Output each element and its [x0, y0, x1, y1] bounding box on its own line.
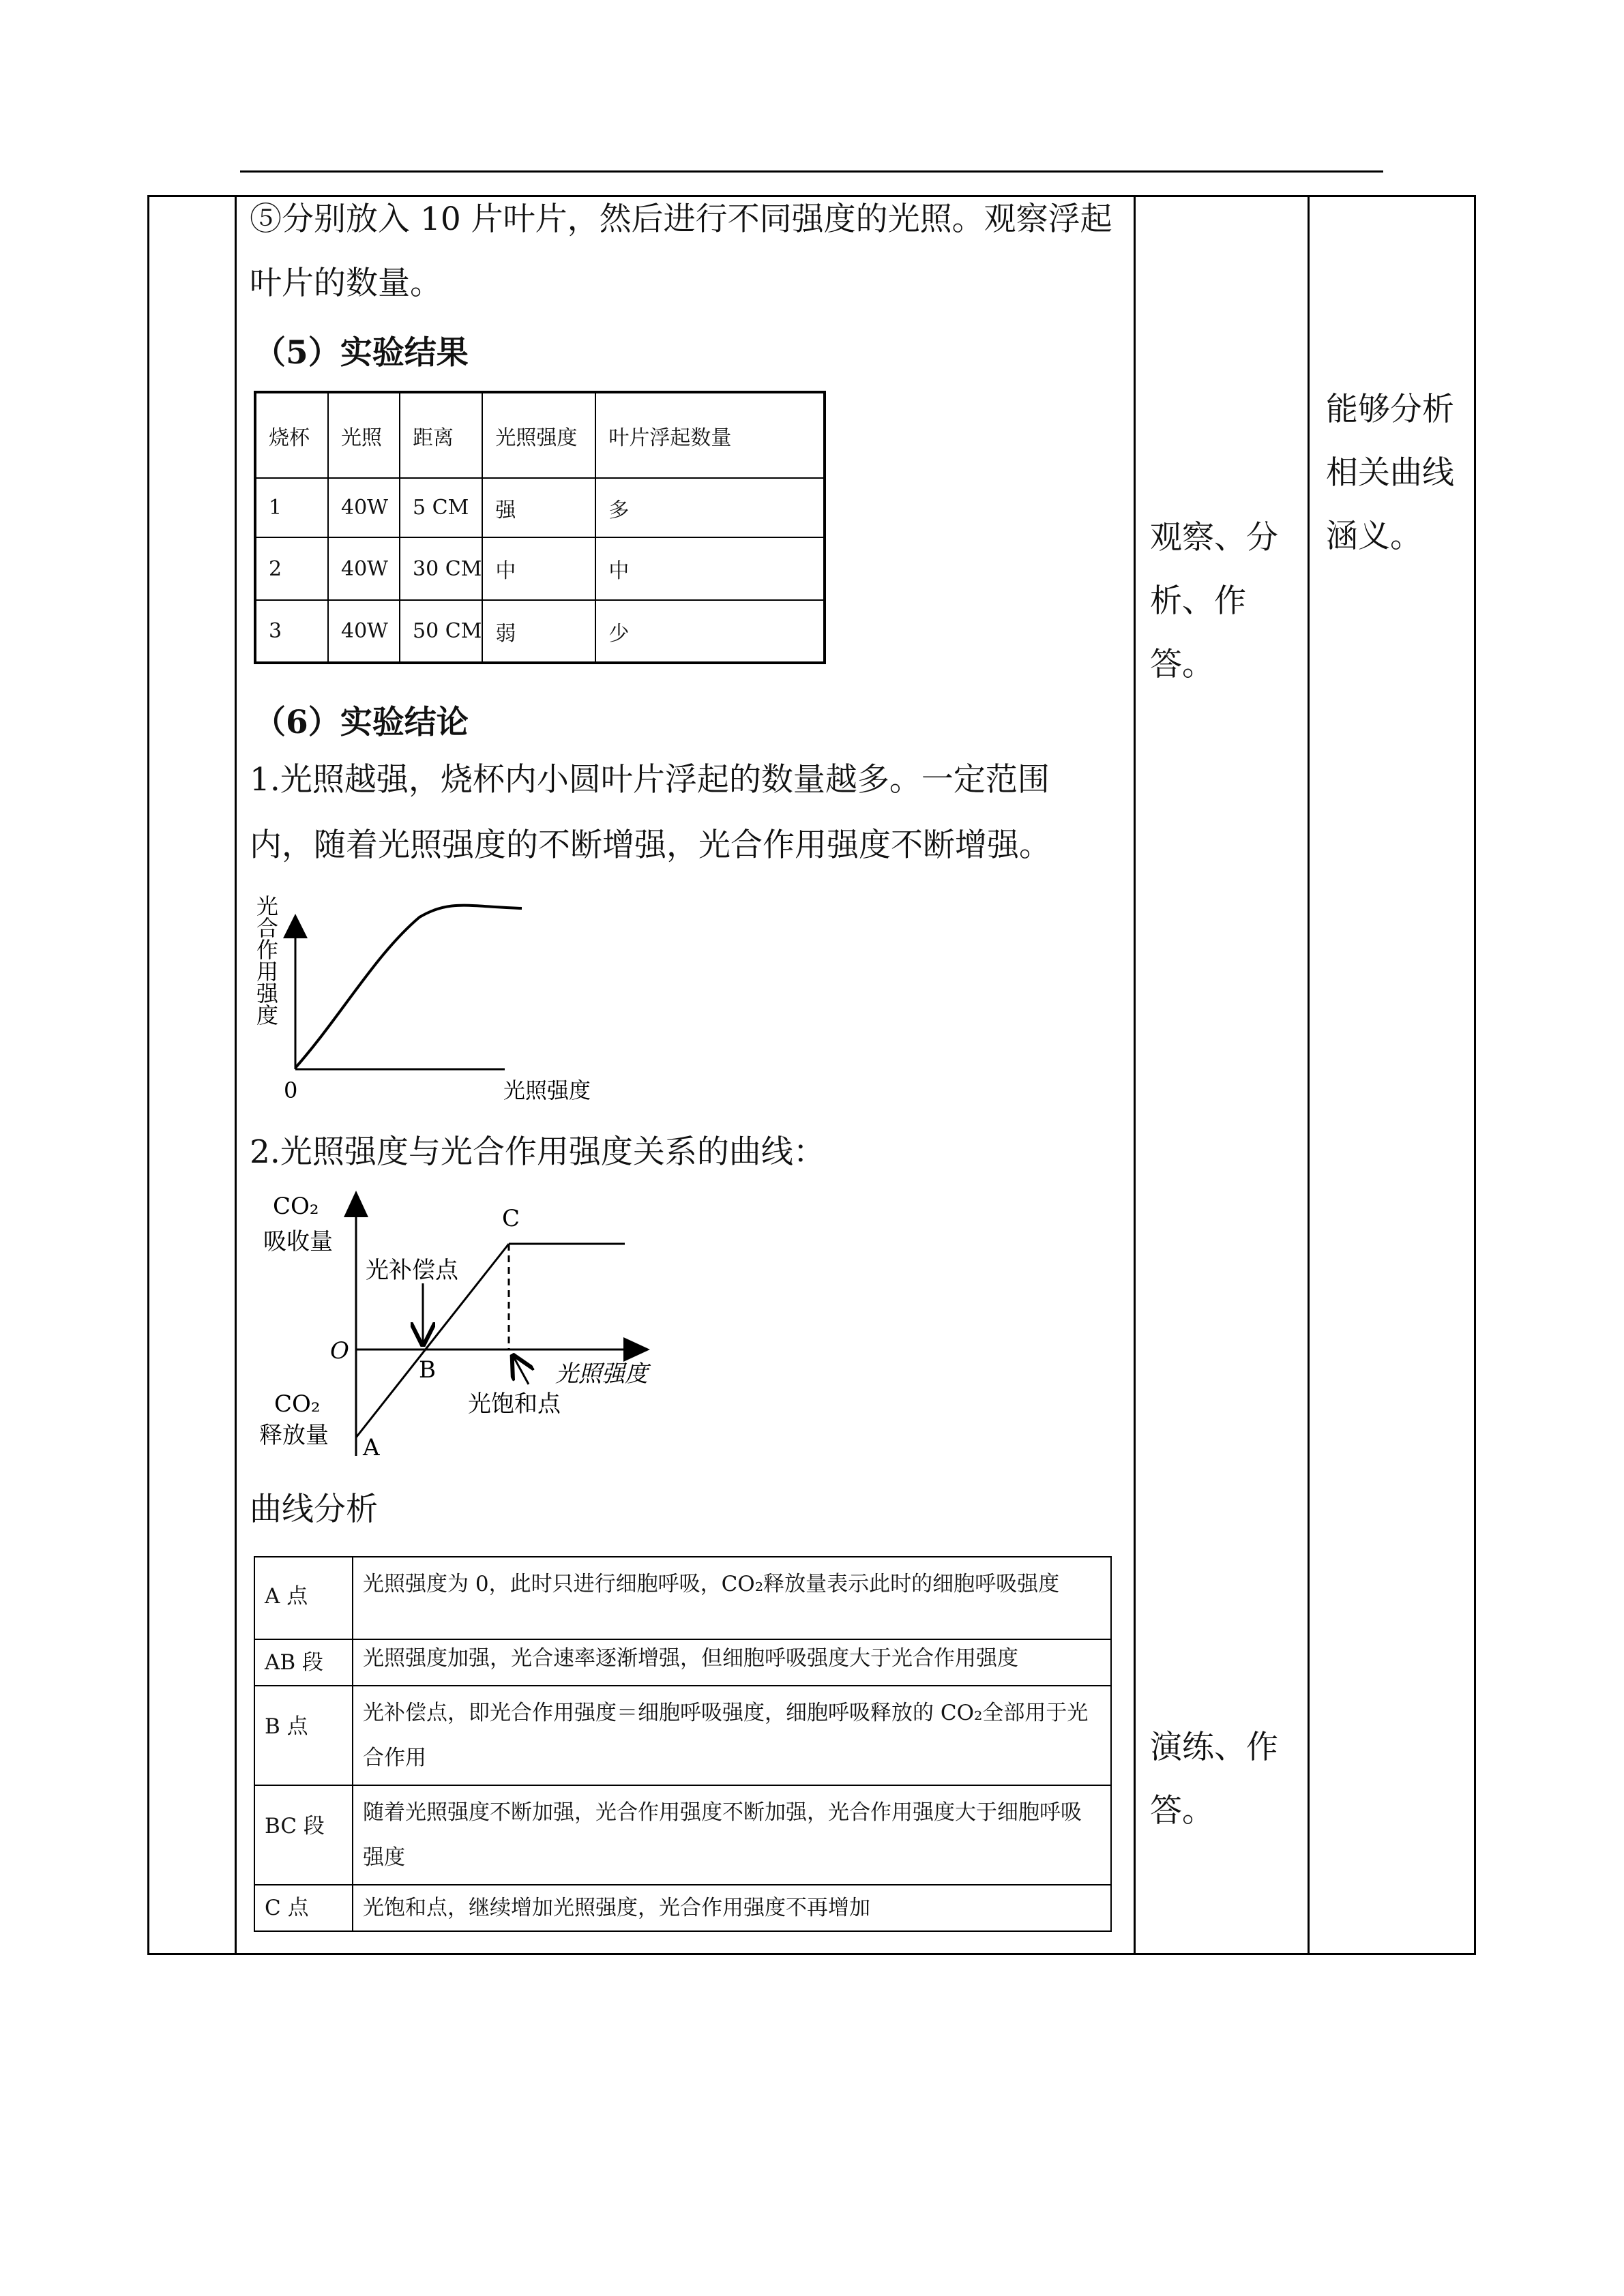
- analysis-key: B 点: [254, 1686, 353, 1785]
- table-bottom-border: [147, 1953, 1476, 1955]
- analysis-heading: 曲线分析: [250, 1491, 378, 1528]
- graph2-saturation-label: 光饱和点: [468, 1390, 561, 1418]
- result-cell: 3: [255, 600, 328, 663]
- result-cell: 中: [595, 537, 825, 600]
- analysis-text: 光饱和点，继续增加光照强度，光合作用强度不再增加: [353, 1885, 1111, 1931]
- graph2-co2-bottom: CO₂: [274, 1390, 321, 1418]
- analysis-key: C 点: [254, 1885, 353, 1931]
- graph2-point-c: C: [502, 1205, 520, 1232]
- analysis-key: AB 段: [254, 1639, 353, 1686]
- graph2-saturation-arrow: [513, 1356, 529, 1384]
- result-header-cell: 光照: [328, 392, 400, 478]
- col3-bottom-activity: [1150, 1716, 1278, 1843]
- result-cell: 40W: [328, 478, 400, 537]
- col3-top-line: 析、作: [1150, 582, 1246, 620]
- table-row: [254, 1557, 1111, 1639]
- result-cell: 40W: [328, 600, 400, 663]
- graph2-point-a: A: [363, 1434, 380, 1459]
- table-row: [255, 600, 825, 663]
- step5-continuation: 叶片的数量。: [250, 265, 442, 302]
- analysis-text: 光补偿点，即光合作用强度＝细胞呼吸强度，细胞呼吸释放的 CO₂全部用于光合作用: [353, 1686, 1111, 1785]
- result-cell: 30 CM: [400, 537, 482, 600]
- header-rule: [240, 170, 1383, 173]
- col3-bottom-line: 答。: [1150, 1792, 1214, 1830]
- graph-co2-vs-light: [252, 1187, 689, 1459]
- result-cell: 1: [255, 478, 328, 537]
- analysis-text: 光照强度为 0，此时只进行细胞呼吸，CO₂释放量表示此时的细胞呼吸强度: [353, 1557, 1111, 1639]
- graph2-release-label: 释放量: [259, 1422, 329, 1449]
- table-row: [255, 537, 825, 600]
- analysis-text: 光照强度加强，光合速率逐渐增强，但细胞呼吸强度大于光合作用强度: [353, 1639, 1111, 1686]
- col3-top-line: 观察、分: [1150, 519, 1278, 556]
- conclusion2: 2.光照强度与光合作用强度关系的曲线：: [250, 1133, 825, 1171]
- graph2-compensation-label: 光补偿点: [366, 1257, 458, 1284]
- result-cell: 2: [255, 537, 328, 600]
- result-header-cell: 光照强度: [482, 392, 595, 478]
- table-col-line-1: [235, 195, 237, 1955]
- table-row: [254, 1785, 1111, 1885]
- table-row: [254, 1639, 1111, 1686]
- result-table: [254, 391, 826, 664]
- graph2-x-label: 光照强度: [555, 1360, 648, 1388]
- graph1-origin: 0: [284, 1077, 298, 1103]
- result-header-cell: 叶片浮起数量: [595, 392, 825, 478]
- result-cell: 多: [595, 478, 825, 537]
- table-row: [254, 1686, 1111, 1785]
- graph2-origin: O: [330, 1337, 349, 1365]
- result-header-cell: 烧杯: [255, 392, 328, 478]
- result-cell: 5 CM: [400, 478, 482, 537]
- conclusion1-line2: 内，随着光照强度的不断增强，光合作用强度不断增强。: [250, 826, 1051, 864]
- table-col-line-4: [1474, 195, 1476, 1955]
- col3-bottom-line: 演练、作: [1150, 1729, 1278, 1766]
- table-row: [255, 478, 825, 537]
- table-col-line-2: [1134, 195, 1136, 1955]
- result-table-header: [255, 392, 825, 478]
- graph1-x-label: 光照强度: [503, 1077, 591, 1103]
- graph1-curve: [295, 906, 522, 1068]
- col4-line: 涵义。: [1326, 518, 1422, 555]
- result-cell: 强: [482, 478, 595, 537]
- result-cell: 弱: [482, 600, 595, 663]
- result-heading: （5）实验结果: [254, 334, 469, 372]
- table-col-line-3: [1308, 195, 1310, 1955]
- step5-text: ⑤分别放入 10 片叶片，然后进行不同强度的光照。观察浮起: [250, 200, 1112, 238]
- result-header-cell: 距离: [400, 392, 482, 478]
- col4-line: 能够分析: [1326, 391, 1454, 428]
- analysis-table: [254, 1556, 1112, 1932]
- graph2-point-b: B: [419, 1356, 436, 1384]
- analysis-key: BC 段: [254, 1785, 353, 1885]
- table-row: [254, 1885, 1111, 1931]
- graph-light-vs-photosynthesis: [246, 886, 614, 1112]
- table-col-line-0: [147, 195, 149, 1955]
- col4-intent: [1326, 378, 1454, 568]
- result-cell: 40W: [328, 537, 400, 600]
- col3-top-activity: [1150, 506, 1278, 696]
- col3-top-line: 答。: [1150, 646, 1214, 683]
- analysis-key: A 点: [254, 1557, 353, 1639]
- graph1-y-label: 光合作用强度: [253, 895, 279, 1026]
- col4-line: 相关曲线: [1326, 454, 1454, 492]
- result-cell: 50 CM: [400, 600, 482, 663]
- conclusion1-line1: 1.光照越强，烧杯内小圆叶片浮起的数量越多。一定范围: [250, 761, 1050, 799]
- result-cell: 少: [595, 600, 825, 663]
- result-cell: 中: [482, 537, 595, 600]
- analysis-text: 随着光照强度不断加强，光合作用强度不断加强，光合作用强度大于细胞呼吸强度: [353, 1785, 1111, 1885]
- graph2-co2-top: CO₂: [273, 1193, 319, 1220]
- conclusion-heading: （6）实验结论: [254, 704, 469, 741]
- graph2-absorb-label: 吸收量: [263, 1228, 333, 1255]
